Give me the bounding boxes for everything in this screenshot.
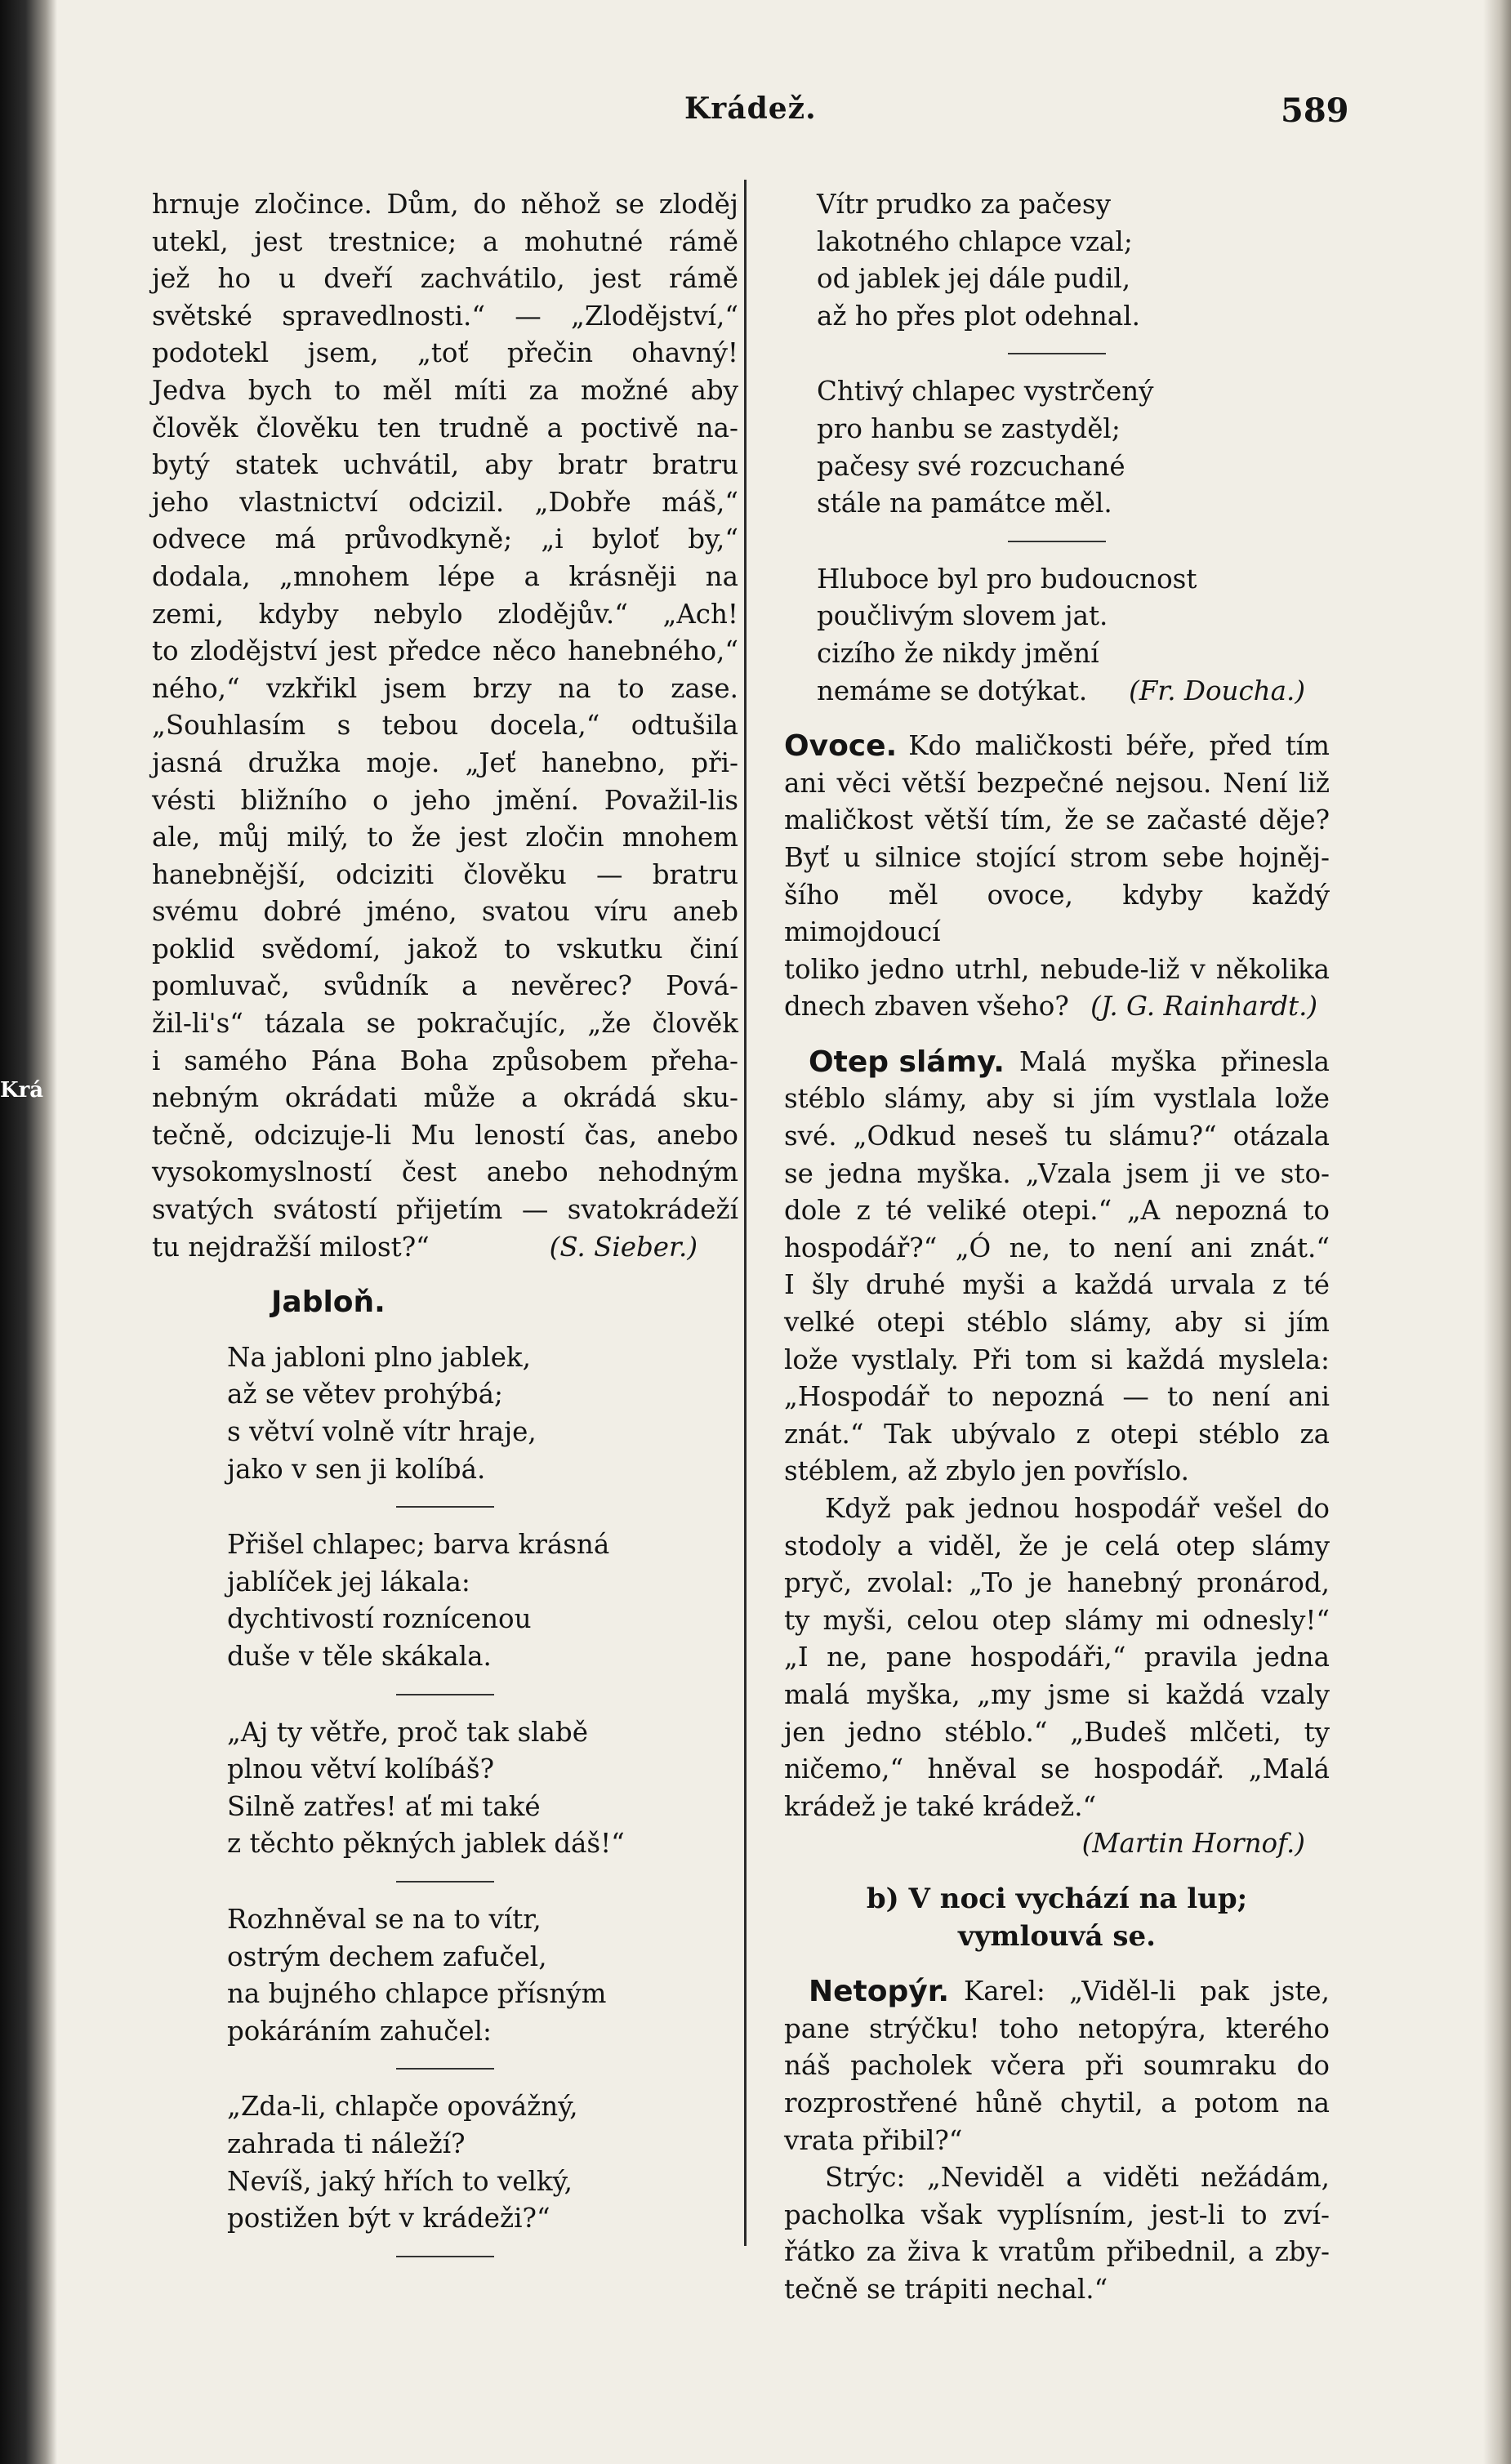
text-line: pomluvač, svůdník a nevěrec? Pová-: [152, 970, 738, 1002]
text-line: Malá myška přinesla: [1018, 1045, 1330, 1077]
text-line: rozprostřené hůně chytil, a potom na: [784, 2087, 1330, 2119]
text-line: dodala, „mnohem lépe a krásněji na: [152, 560, 738, 592]
spacer: [152, 1321, 738, 1339]
text-line: tečně se trápiti nechal.“: [784, 2273, 1108, 2305]
verse-line: Nevíš, jaký hřích to velký,: [227, 2165, 573, 2197]
text-line: zemi, kdyby nebylo zlodějův.“ „Ach!: [152, 598, 738, 630]
spacer: [152, 1266, 738, 1284]
text-line: své. „Odkud neseš tu slámu?“ otázala: [784, 1121, 1330, 1152]
text-line: hanebnější, odciziti člověku — bratru: [152, 858, 738, 890]
text-line: řátko za živa k vratům přibednil, a zby-: [784, 2236, 1330, 2268]
running-header-title: Krádež.: [684, 91, 817, 126]
spacer: [784, 1955, 1330, 1973]
spine-text: Krá: [0, 1078, 44, 1103]
verse-line: od jablek jej dále pudil,: [817, 263, 1131, 295]
text-line: znát.“ Tak ubývalo z otepi stéblo za: [784, 1418, 1330, 1450]
text-line: náš pacholek včera při soumraku do: [784, 2050, 1330, 2082]
stanza-separator: [152, 1488, 738, 1526]
paragraph-otep-slamy: [784, 1044, 1330, 1863]
verse-line: dychtivostí roznícenou: [227, 1603, 532, 1635]
poem-stanza: [784, 373, 1330, 522]
text-line: hospodář?“ „Ó ne, to není ani znát.“: [784, 1232, 1330, 1263]
paragraph-ovoce: [784, 728, 1330, 1026]
text-line: stodoly a viděl, že je celá otep slámy: [784, 1530, 1330, 1562]
text-line: vésti bližního o jeho jmění. Považil-lis: [152, 784, 738, 816]
verse-line: lakotného chlapce vzal;: [817, 225, 1133, 257]
text-line: pane strýčku! toho netopýra, kterého: [784, 2012, 1330, 2044]
verse-line: pokáráním zahučel:: [227, 2015, 492, 2047]
text-line: šího měl ovoce, kdyby každý mimojdoucí: [784, 879, 1330, 948]
verse-line: postižen být v krádeži?“: [227, 2203, 550, 2235]
text-line-with-heading: [784, 1973, 1330, 2011]
text-line: dole z té veliké otepi.“ „A nepozná to: [784, 1195, 1330, 1227]
text-line: „I ne, pane hospodáři,“ pravila jedna: [784, 1642, 1330, 1673]
text-line: světské spravedlnosti.“ — „Zlodějství,“: [152, 300, 738, 332]
attribution: (J. G. Rainhardt.): [1090, 991, 1318, 1023]
text-line: maličkost větší tím, že se začasté děje?: [784, 804, 1330, 836]
attribution: (Fr. Doucha.): [1129, 675, 1305, 706]
spacer: [784, 710, 1330, 728]
text-line: „Souhlasím s tebou docela,“ odtušila: [152, 710, 738, 742]
verse-line: s větví volně vítr hraje,: [227, 1416, 537, 1447]
text-line: lože vystlaly. Při tom si každá myslela:: [784, 1343, 1330, 1375]
section-heading-netopyr: Netopýr.: [809, 1975, 950, 2009]
verse-line: jako v sen ji kolíbá.: [227, 1453, 486, 1485]
text-line: i samého Pána Boha způsobem přeha-: [152, 1045, 738, 1076]
text-line: tu nejdražší milost?“: [152, 1231, 430, 1263]
paragraph-netopyr: [784, 1973, 1330, 2308]
text-line: ničemo,“ hněval se hospodář. „Malá: [784, 1753, 1330, 1785]
text-line: bytý statek uchvátil, aby bratr bratru: [152, 449, 738, 481]
stanza-separator: [784, 523, 1330, 561]
text-line: člověk člověku ten trudně a poctivě na-: [152, 412, 738, 443]
verse-line: „Aj ty větře, proč tak slabě: [227, 1716, 588, 1748]
text-line: Když pak jednou hospodář vešel do: [825, 1493, 1330, 1524]
text-line: dnech zbaven všeho?: [784, 991, 1069, 1023]
spacer: [784, 1863, 1330, 1881]
verse-line: nemáme se dotýkat.: [817, 675, 1088, 706]
stanza-separator: [152, 2238, 738, 2276]
text-line: to zlodějství jest předce něco hanebného,“: [152, 635, 738, 667]
page-edge-shadow: [1483, 0, 1511, 2464]
verse-line: z těchto pěkných jablek dáš!“: [227, 1828, 625, 1860]
text-line: tečně, odcizuje-li Mu leností čas, anebo: [152, 1119, 738, 1151]
text-line-with-attribution: [784, 988, 1330, 1026]
text-line: „Hospodář to nepozná — to není ani: [784, 1381, 1330, 1413]
verse-line: Přišel chlapec; barva krásná: [227, 1529, 610, 1561]
text-line: krádež je také krádež.“: [784, 1790, 1097, 1822]
verse-line: pačesy své rozcuchané: [817, 450, 1125, 482]
text-line: pryč, zvolal: „To je hanebný pronárod,: [784, 1567, 1330, 1599]
verse-line: stále na památce měl.: [817, 488, 1112, 519]
text-line: toliko jedno utrhl, nebude-liž v několika: [784, 953, 1330, 985]
poem-stanza: [152, 1526, 738, 1675]
text-line: se jedna myška. „Vzala jsem ji ve sto-: [784, 1157, 1330, 1189]
section-heading-ovoce: Ovoce.: [784, 729, 898, 764]
section-heading-otep-slamy: Otep slámy.: [809, 1045, 1005, 1079]
verse-line: ostrým dechem zafučel,: [227, 1940, 547, 1972]
poem-stanza: [152, 1339, 738, 1488]
verse-line: cizího že nikdy jmění: [817, 637, 1099, 669]
section-heading-b-line1: b) V noci vychází na lup;: [866, 1882, 1248, 1915]
verse-line: plnou větví kolíbáš?: [227, 1753, 495, 1785]
text-line: jen jedno stéblo.“ „Budeš mlčeti, ty: [784, 1716, 1330, 1748]
attribution: (S. Sieber.): [549, 1231, 698, 1263]
poem-stanza: [152, 2088, 738, 2237]
text-line: Jedva bych to měl míti za možné aby: [152, 374, 738, 406]
text-line: vrata přibil?“: [784, 2124, 963, 2156]
spacer: [784, 1026, 1330, 1044]
text-line: malá myška, „my jsme si každá vzaly: [784, 1678, 1330, 1710]
text-line: Karel: „Viděl-li pak jste,: [964, 1976, 1330, 2007]
text-line: vysokomyslností čest anebo nehodným: [152, 1156, 738, 1188]
text-line: svatých svátostí přijetím — svatokrádeží: [152, 1194, 738, 1226]
stanza-separator: [152, 2050, 738, 2088]
text-line: svému dobré jméno, svatou víru aneb: [152, 896, 738, 928]
poem-stanza: [152, 1714, 738, 1863]
poem-stanza: [152, 1901, 738, 2050]
text-line: velké otepi stéblo slámy, aby si jím: [784, 1307, 1330, 1339]
column-divider: [744, 180, 747, 2246]
text-line: I šly druhé myši a každá urvala z té: [784, 1269, 1330, 1301]
verse-line: Silně zatřes! ať mi také: [227, 1790, 541, 1822]
verse-line: na bujného chlapce přísným: [227, 1978, 607, 2010]
verse-line: Na jabloni plno jablek,: [227, 1341, 531, 1373]
text-line: ného,“ vzkřikl jsem brzy na to zase.: [152, 672, 738, 704]
text-line: Byť u silnice stojící strom sebe hojněj-: [784, 841, 1330, 873]
attribution: (Martin Hornof.): [1081, 1828, 1305, 1860]
right-column: [784, 186, 1330, 2308]
text-line: jež ho u dveří zachvátilo, jest rámě: [152, 263, 738, 295]
verse-line: duše v těle skákala.: [227, 1640, 492, 1672]
stanza-separator: [784, 335, 1330, 373]
text-line: stéblo slámy, aby si jím vystlala lože: [784, 1083, 1330, 1115]
text-line: stéblem, až zbylo jen povříslo.: [784, 1455, 1189, 1487]
left-column: [152, 186, 738, 2276]
text-line: odvece má průvodkyně; „i byloť by,“: [152, 524, 738, 555]
text-line: ani věci větší bezpečné nejsou. Není liž: [784, 767, 1330, 799]
text-line: Kdo maličkosti béře, před tím: [908, 730, 1330, 762]
text-line-with-attribution: [152, 1229, 738, 1267]
verse-line-with-attribution: [817, 673, 1330, 711]
stanza-separator: [152, 1676, 738, 1714]
verse-line: zahrada ti náleží?: [227, 2128, 466, 2159]
text-line: hrnuje zločince. Dům, do něhož se zloděj: [152, 189, 738, 220]
verse-line: Chtivý chlapec vystrčený: [817, 376, 1154, 408]
verse-line: až ho přes plot odehnal.: [817, 300, 1140, 332]
poem-stanza: [784, 561, 1330, 710]
verse-line: „Zda-li, chlapče opovážný,: [227, 2091, 578, 2123]
text-line: jeho vlastnictví odcizil. „Dobře máš,“: [152, 486, 738, 518]
verse-line: Rozhněval se na to vítr,: [227, 1903, 542, 1935]
section-heading-b-line2: vymlouvá se.: [957, 1919, 1157, 1953]
paragraph-theft-dialogue: [152, 186, 738, 1266]
text-line-with-heading: [784, 728, 1330, 765]
verse-line: poučlivým slovem jat.: [817, 600, 1108, 632]
text-line: podotekl jsem, „toť přečin ohavný!: [152, 337, 738, 369]
verse-line: Vítr prudko za pačesy: [817, 189, 1111, 220]
text-line: pacholka však vyplísním, jest-li to zví-: [784, 2199, 1330, 2230]
text-line: ale, můj milý, to že jest zločin mnohem: [152, 822, 738, 853]
page-number: 589: [1281, 91, 1349, 130]
book-spine-shadow: [0, 0, 57, 2464]
verse-line: Hluboce byl pro budoucnost: [817, 563, 1197, 595]
text-line: utekl, jest trestnice; a mohutné rámě: [152, 225, 738, 257]
text-line: poklid svědomí, jakož to vskutku činí: [152, 933, 738, 965]
verse-line: pro hanbu se zastyděl;: [817, 412, 1121, 444]
text-line: ty myši, celou otep slámy mi odnesly!“: [784, 1604, 1330, 1636]
text-line: jasná družka moje. „Jeť hanebno, při-: [152, 746, 738, 778]
text-line: žil-li's“ tázala se pokračujíc, „že člověk: [152, 1008, 738, 1040]
stanza-separator: [152, 1863, 738, 1901]
verse-line: jablíček jej lákala:: [227, 1566, 470, 1597]
text-line: nebným okrádati může a okrádá sku-: [152, 1082, 738, 1114]
poem-stanza: [784, 186, 1330, 335]
poem-title: Jabloň.: [271, 1285, 386, 1320]
verse-line: až se větev prohýbá;: [227, 1379, 503, 1410]
text-line-with-heading: [784, 1044, 1330, 1081]
text-line: Strýc: „Neviděl a viděti nežádám,: [825, 2162, 1330, 2194]
